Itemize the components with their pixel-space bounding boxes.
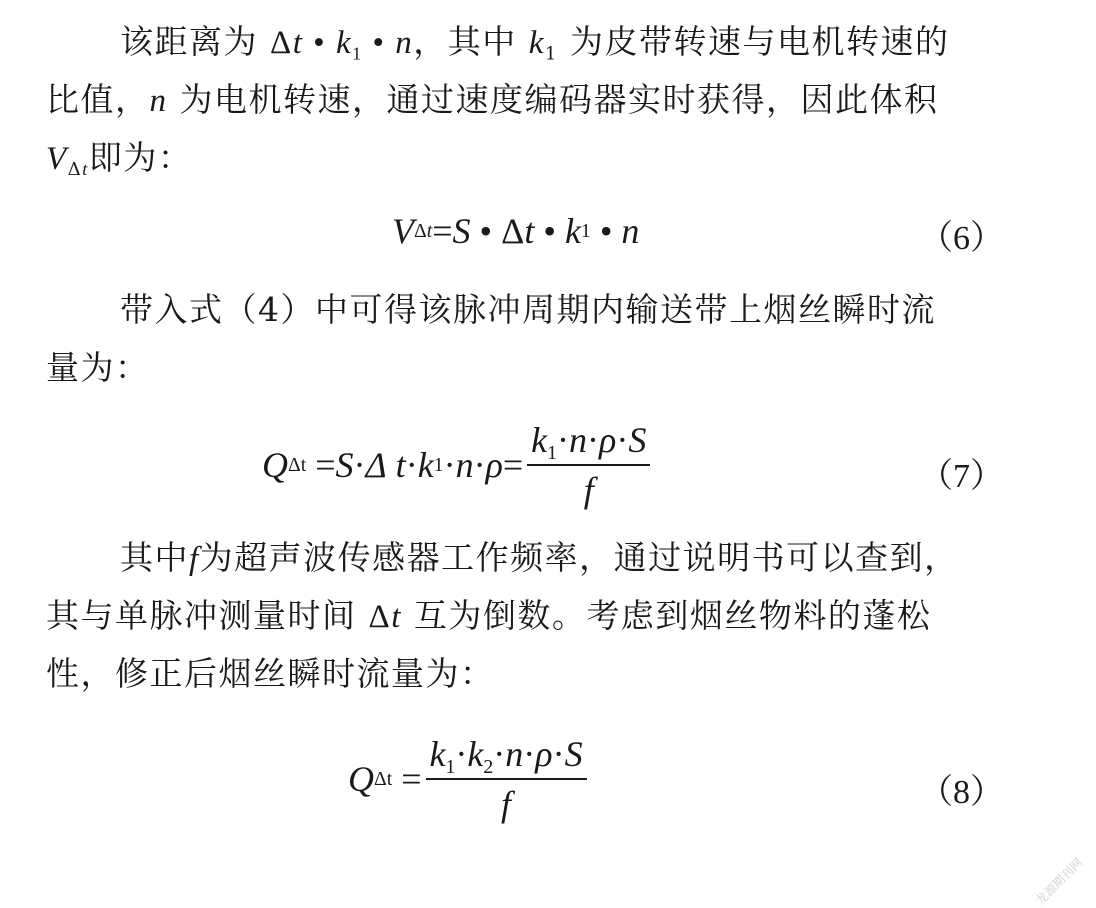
text-line: 其与单脉冲测量时间 Δt 互为倒数。考虑到烟丝物料的蓬松 [46,596,932,635]
equation-number-7: （7） [919,458,1004,495]
text-line: 该距离为 Δt • $k_1$ • n，其中 $k_1$ 为皮带转速与电机转速的 [120,22,950,65]
text-line: 带入式（4）中可得该脉冲周期内输送带上烟丝瞬时流 [120,290,936,329]
text-line: 性，修正后烟丝瞬时流量为： [46,654,495,693]
watermark: 龙源期刊网 [1032,855,1086,908]
math-inline: Δt • $k_1$ • n [270,25,414,64]
equation-7: Q Δt = S · Δ t · k 1 · n · ρ = $\frac{k_1\cdot n\cdot\rho\cdot S}{f}$ [262,418,650,512]
text-line: $V_{\Delta t}$即为： [46,138,193,181]
fraction: $\frac{k_1\cdot n\cdot\rho\cdot S}{f}$ [527,418,650,512]
equation-8: Q Δt = $\frac{k_1\cdot k_2\cdot n\cdot\rho\cdot S}{f}$ [348,732,587,826]
equation-number-6: （6） [919,220,1004,257]
text-line: 比值，n 为电机转速，通过速度编码器实时获得，因此体积 [46,80,939,119]
math-inline: V [46,141,68,177]
equation-6: V Δt = S • Δ t • k 1 • n [392,211,640,251]
text-line: 量为： [46,348,150,387]
text-line: 其中f为超声波传感器工作频率，通过说明书可以查到， [120,538,959,577]
equation-number-8: （8） [919,774,1004,811]
fraction: $\frac{k_1\cdot k_2\cdot n\cdot\rho\cdot S}{f}$ [426,732,587,826]
